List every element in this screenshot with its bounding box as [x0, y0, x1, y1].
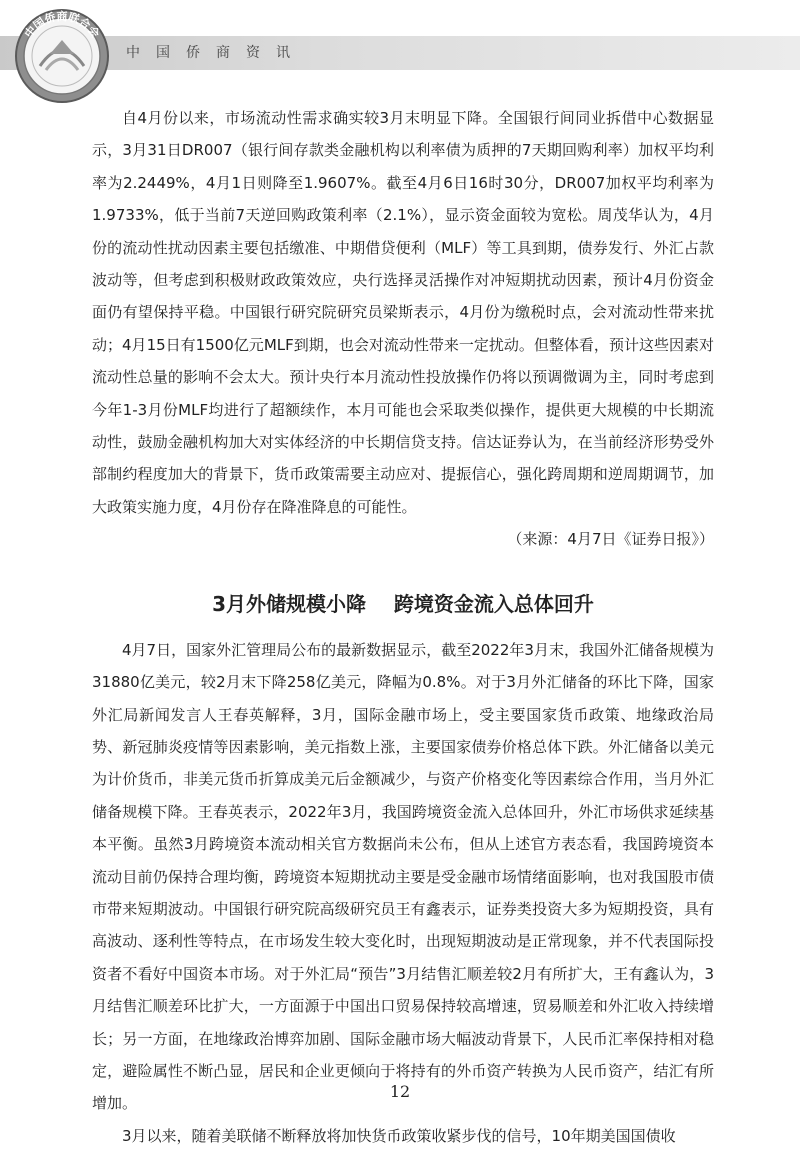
page-content [92, 102, 714, 1152]
page-number: 12 [389, 1082, 411, 1101]
article1-source: （来源：4月7日《证券日报》） [507, 530, 714, 549]
article1-paragraph: 自4月份以来，市场流动性需求确实较3月末明显下降。全国银行间同业拆借中心数据显示，3月31日DR007（银行间存款类金融机构以利率债为质押的7天期回购利率）加权平均利率为2.2449%，4月1日则降至1.9607%。截至4月6日16时30分，DR007加权平均利率为1.9733%，低于当前7天逆回购政策利率（2.1%），显示资金面较为宽松。周茂华认为，4月份的流动性扰动因素主要包括缴准、中期借贷便利（MLF）等工具到期，债券发行、外汇占款波动等，但考虑到积极财政政策效应，央行选择灵活操作对冲短期扰动因素，预计4月份资金面仍有望保持平稳。中国银行研究院研究员梁斯表示，4月份为缴税时点，会对流动性带来扰动；4月15日有1500亿元MLF到期，也会对流动性带来一定扰动。但整体看，预计这些因素对流动性总量的影响不会太大。预计央行本月流动性投放操作仍将以预调微调为主，同时考虑到今年1-3月份MLF均进行了超额续作，本月可能也会采取类似操作，提供更大规模的中长期流动性，鼓励金融机构加大对实体经济的中长期信贷支持。信达证券认为，在当前经济形势受外部制约程度加大的背景下，货币政策需要主动应对、提振信心，强化跨周期和逆周期调节，加大政策实施力度，4月份存在降准降息的可能性。 [92, 109, 714, 516]
article2-title: 3月外储规模小降 跨境资金流入总体回升 [212, 591, 594, 616]
article2-paragraph-2: 3月以来，随着美联储不断释放将加快货币政策收紧步伐的信号，10年期美国国债收 [122, 1126, 676, 1145]
logo-text: 中国侨商联合会 [22, 10, 102, 41]
article2-paragraph-1: 4月7日，国家外汇管理局公布的最新数据显示，截至2022年3月末，我国外汇储备规模为31880亿美元，较2月末下降258亿美元，降幅为0.8%。对于3月外汇储备的环比下降，国家外汇局新闻发言人王春英解释，3月，国际金融市场上，受主要国家货币政策、地缘政治局势、新冠肺炎疫情等因素影响，美元指数上涨，主要国家债券价格总体下跌。外汇储备以美元为计价货币，非美元货币折算成美元后金额减少，与资产价格变化等因素综合作用，当月外汇储备规模下降。王春英表示，2022年3月，我国跨境资金流入总体回升，外汇市场供求延续基本平衡。虽然3月跨境资本流动相关官方数据尚未公布，但从上述官方表态看，我国跨境资本流动目前仍保持合理均衡，跨境资本短期扰动主要是受金融市场情绪面影响，也对我国股市债市带来短期波动。中国银行研究院高级研究员王有鑫表示，证券类投资大多为短期投资，具有高波动、逐利性等特点，在市场发生较大变化时，出现短期波动是正常现象，并不代表国际投资者不看好中国资本市场。对于外汇局“预告”3月结售汇顺差较2月有所扩大，王有鑫认为，3月结售汇顺差环比扩大，一方面源于中国出口贸易保持较高增速，贸易顺差和外汇收入持续增长；另一方面，在地缘政治博弈加剧、国际金融市场大幅波动背景下，人民币汇率保持相对稳定，避险属性不断凸显，居民和企业更倾向于将持有的外币资产转换为人民币资产，结汇有所增加。 [92, 640, 714, 1113]
header-band [0, 36, 800, 70]
header-title: 中国侨商资讯 [126, 45, 306, 61]
logo-emblem-icon [10, 4, 114, 108]
